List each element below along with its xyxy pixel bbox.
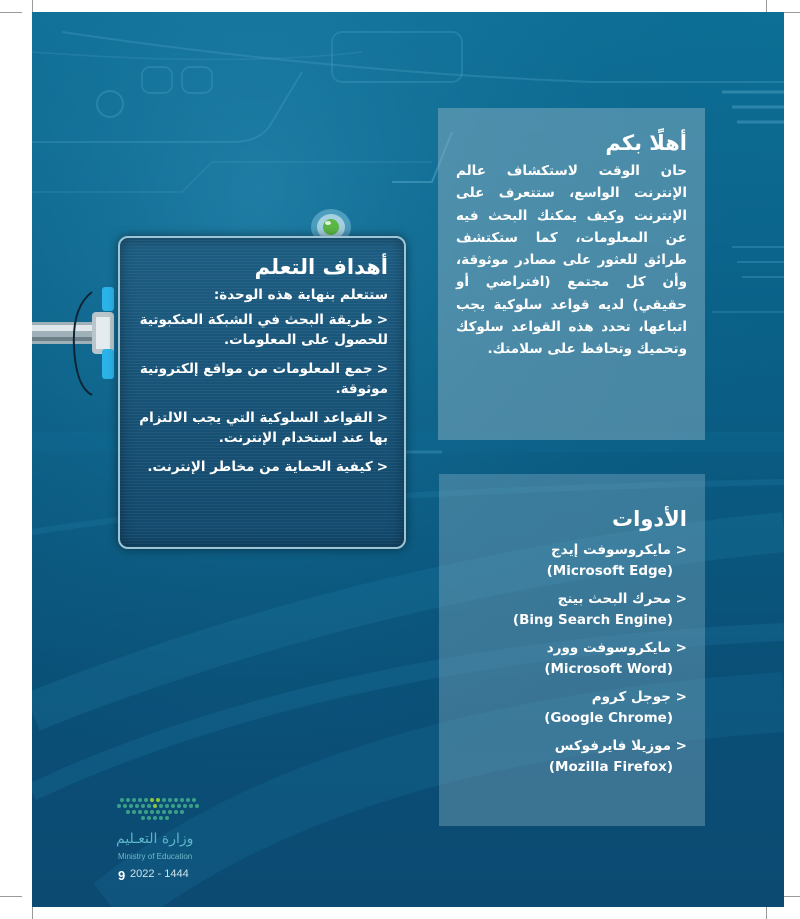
tool-name-ar: مايكروسوفت إيدج	[551, 542, 671, 558]
chevron-icon: <	[376, 361, 388, 377]
tool-name-en: (Google Chrome)	[544, 710, 673, 726]
goals-intro: ستتعلم بنهاية هذه الوحدة:	[213, 287, 388, 303]
tools-panel	[439, 474, 705, 826]
tool-item	[457, 736, 687, 778]
tool-name-en: (Microsoft Edge)	[546, 563, 673, 579]
welcome-body: حان الوقت لاستكشاف عالم الإنترنت الواسع، ستتعرف على الإنترنت وكيف يمكنك البحث فيه عن المعلومات، كما ستكتشف طرائق للعثور على مصادر موثوقة، وأن كل مجتمع (افتراضي أو حقيقي) لديه قواعد سلوكية يجب اتباعها، تحدد هذه القواعد سلوكك وتحميك وتحافظ على سلامتك.	[456, 163, 687, 358]
tool-name-en: (Bing Search Engine)	[512, 612, 673, 628]
chevron-icon: <	[376, 410, 388, 426]
tool-item	[457, 540, 687, 582]
tool-name-en: (Microsoft Word)	[544, 661, 673, 677]
chevron-icon: <	[376, 312, 388, 328]
tool-item	[457, 687, 687, 729]
learning-goals-panel	[118, 236, 406, 549]
welcome-panel	[438, 108, 705, 440]
goal-item: <طريقة البحث في الشبكة العنكبوتية للحصول على المعلومات.	[139, 312, 388, 348]
goals-list	[136, 310, 388, 477]
tool-item	[457, 589, 687, 631]
ministry-name-ar: وزارة التعـليم	[116, 831, 194, 847]
crop-mark	[0, 12, 22, 13]
ministry-name-en: Ministry of Education	[118, 852, 193, 861]
welcome-title: أهلًا بكم	[605, 131, 687, 155]
tool-name-ar: جوجل كروم	[591, 689, 671, 705]
edition-year: 2022 - 1444	[130, 868, 189, 880]
chevron-icon: <	[670, 738, 687, 754]
ministry-logo	[76, 794, 216, 894]
chevron-icon: <	[670, 640, 687, 656]
chevron-icon: <	[670, 542, 687, 558]
goal-item: <كيفية الحماية من مخاطر الإنترنت.	[147, 459, 388, 475]
goal-item: <القواعد السلوكية التي يجب الالتزام بها عند استخدام الإنترنت.	[139, 410, 388, 446]
tool-name-ar: موزيلا فايرفوكس	[554, 738, 671, 754]
tool-name-en: (Mozilla Firefox)	[548, 759, 673, 775]
chevron-icon: <	[376, 459, 388, 475]
tools-list	[457, 540, 687, 778]
tool-item	[457, 638, 687, 680]
tool-name-ar: محرك البحث بينج	[557, 591, 671, 607]
chevron-icon: <	[670, 591, 687, 607]
chevron-icon: <	[670, 689, 687, 705]
ministry-dots-icon	[116, 794, 208, 828]
crop-mark	[0, 896, 22, 897]
book-page	[32, 12, 784, 907]
tools-title: الأدوات	[612, 507, 687, 531]
page-number: 9	[118, 868, 126, 883]
goal-item: <جمع المعلومات من مواقع إلكترونية موثوقة.	[139, 361, 388, 397]
robot-arm-illustration	[32, 287, 127, 397]
goals-title: أهداف التعلم	[254, 255, 388, 279]
tool-name-ar: مايكروسوفت وورد	[546, 640, 671, 656]
